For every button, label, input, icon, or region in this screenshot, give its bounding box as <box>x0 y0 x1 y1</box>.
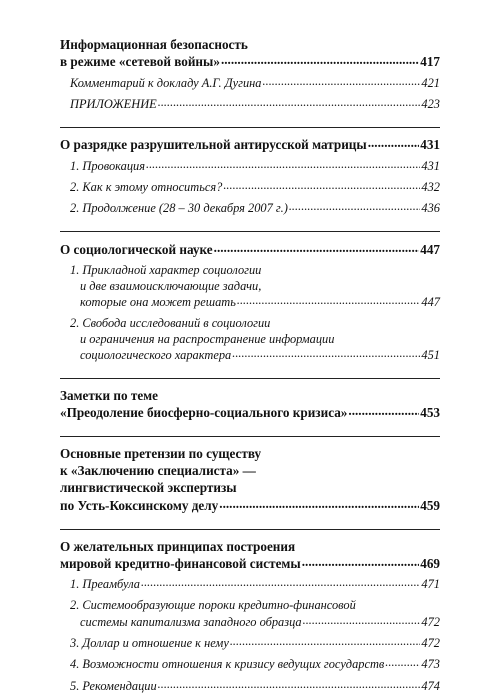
subsection-last-line <box>70 96 440 112</box>
subsection-entry <box>60 179 440 195</box>
section-divider <box>60 378 440 379</box>
dot-leader <box>263 74 421 86</box>
section-heading <box>60 387 440 421</box>
toc-section <box>60 529 440 694</box>
subsection-last-line <box>70 74 440 90</box>
subsection-entry <box>60 74 440 90</box>
subsection-page-number: 423 <box>421 96 440 111</box>
dot-leader <box>232 347 420 359</box>
dot-leader <box>221 53 419 66</box>
section-page-number: 453 <box>420 405 440 421</box>
dot-leader <box>237 294 421 306</box>
subsection-entry <box>60 656 440 672</box>
section-heading-entry <box>60 240 440 257</box>
toc-section <box>60 127 440 216</box>
section-page-number: 447 <box>420 241 440 257</box>
toc-section <box>60 36 440 112</box>
section-heading-line: Заметки по теме <box>60 388 159 404</box>
section-heading-line: лингвистической экспертизы <box>60 480 237 496</box>
toc-section <box>60 436 440 513</box>
subsection-entry <box>60 96 440 112</box>
subsection-page-number: 472 <box>421 636 440 651</box>
subsection-last-line <box>70 635 440 651</box>
subsection-last-line <box>70 294 440 310</box>
dot-leader <box>158 677 421 689</box>
subsection-page-number: 436 <box>421 201 440 216</box>
dot-leader <box>223 179 420 191</box>
subsection-line: и две взаимоисключающие задачи, <box>80 278 262 293</box>
section-heading-title: в режиме «сетевой войны» <box>60 54 220 70</box>
subsection-page-number: 471 <box>421 577 440 592</box>
section-divider <box>60 529 440 530</box>
section-heading-entry <box>60 496 440 513</box>
subsection-page-number: 451 <box>421 348 440 363</box>
subsection-entry <box>60 597 440 629</box>
subsection-entry <box>60 315 440 363</box>
section-heading-title: «Преодоление биосферно-социального кризиса» <box>60 405 348 421</box>
subsection-title: 3. Доллар и отношение к нему <box>70 636 229 651</box>
toc-section <box>60 378 440 421</box>
section-heading <box>60 445 440 513</box>
subsection-title: 5. Рекомендации <box>70 678 157 693</box>
section-heading-title: мировой кредитно-финансовой системы <box>60 555 301 571</box>
section-heading-line: Основные претензии по существу <box>60 446 262 462</box>
subsection-title: 1. Провокация <box>70 158 145 173</box>
subsection-title: Комментарий к докладу А.Г. Дугина <box>70 75 262 90</box>
section-heading-title: О социологической науке <box>60 241 213 257</box>
dot-leader <box>158 96 421 108</box>
dot-leader <box>230 635 421 647</box>
subsection-line: и ограничения на распространение информации <box>80 331 335 346</box>
table-of-contents <box>60 36 440 694</box>
subsection-last-line <box>70 656 440 672</box>
subsection-title: 1. Преамбула <box>70 577 140 592</box>
section-page-number: 417 <box>420 54 440 70</box>
subsection-last-line <box>70 576 440 592</box>
subsection-line: 2. Свобода исследований в социологии <box>70 315 271 330</box>
section-divider <box>60 231 440 232</box>
section-divider <box>60 127 440 128</box>
subsection-page-number: 473 <box>421 657 440 672</box>
dot-leader <box>348 404 419 417</box>
subsection-page-number: 432 <box>421 179 440 194</box>
section-page-number: 459 <box>420 497 440 513</box>
section-heading-title: по Усть-Коксинскому делу <box>60 497 219 513</box>
subsection-page-number: 447 <box>421 294 440 309</box>
section-heading-entry <box>60 53 440 70</box>
subsection-page-number: 421 <box>421 75 440 90</box>
subsection-last-line <box>70 613 440 629</box>
subsection-page-number: 431 <box>421 158 440 173</box>
subsection-page-number: 474 <box>421 678 440 693</box>
subsection-entry <box>60 157 440 173</box>
dot-leader <box>219 496 419 509</box>
section-heading-entry <box>60 404 440 421</box>
section-page-number: 469 <box>420 555 440 571</box>
subsection-entry <box>60 200 440 216</box>
dot-leader <box>303 613 421 625</box>
subsection-last-line <box>70 677 440 693</box>
dot-leader <box>214 240 420 253</box>
subsection-entry <box>60 262 440 310</box>
subsection-title: социологического характера <box>80 348 232 363</box>
dot-leader <box>146 157 420 169</box>
subsection-title: ПРИЛОЖЕНИЕ <box>70 96 157 111</box>
subsection-line: 1. Прикладной характер социологии <box>70 262 262 277</box>
section-heading-line: Информационная безопасность <box>60 37 248 52</box>
subsection-page-number: 472 <box>421 614 440 629</box>
subsection-last-line <box>70 200 440 216</box>
subsection-last-line <box>70 179 440 195</box>
section-heading <box>60 136 440 153</box>
subsection-line: 2. Системообразующие пороки кредитно-финансовой <box>70 598 356 613</box>
section-heading-title: О разрядке разрушительной антирусской матрицы <box>60 137 367 153</box>
subsection-entry <box>60 576 440 592</box>
section-heading <box>60 538 440 572</box>
subsection-title: 4. Возможности отношения к кризису ведущих государств <box>70 657 385 672</box>
subsection-entry <box>60 677 440 693</box>
section-heading <box>60 240 440 257</box>
section-heading-entry <box>60 555 440 572</box>
subsection-last-line <box>70 157 440 173</box>
dot-leader <box>385 656 420 668</box>
dot-leader <box>141 576 420 588</box>
dot-leader <box>368 136 420 149</box>
toc-section <box>60 231 440 363</box>
section-heading-line: О желательных принципах построения <box>60 538 296 554</box>
section-divider <box>60 436 440 437</box>
subsection-title: системы капитализма западного образца <box>80 614 302 629</box>
subsection-last-line <box>70 347 440 363</box>
section-page-number: 431 <box>420 137 440 153</box>
subsection-title: которые она может решать <box>80 294 236 309</box>
section-heading-line: к «Заключению специалиста» — <box>60 463 256 479</box>
dot-leader <box>289 200 421 212</box>
subsection-title: 2. Продолжение (28 – 30 декабря 2007 г.) <box>70 201 288 216</box>
subsection-title: 2. Как к этому относиться? <box>70 179 223 194</box>
subsection-entry <box>60 635 440 651</box>
section-heading-entry <box>60 136 440 153</box>
section-heading <box>60 36 440 70</box>
dot-leader <box>302 555 420 568</box>
